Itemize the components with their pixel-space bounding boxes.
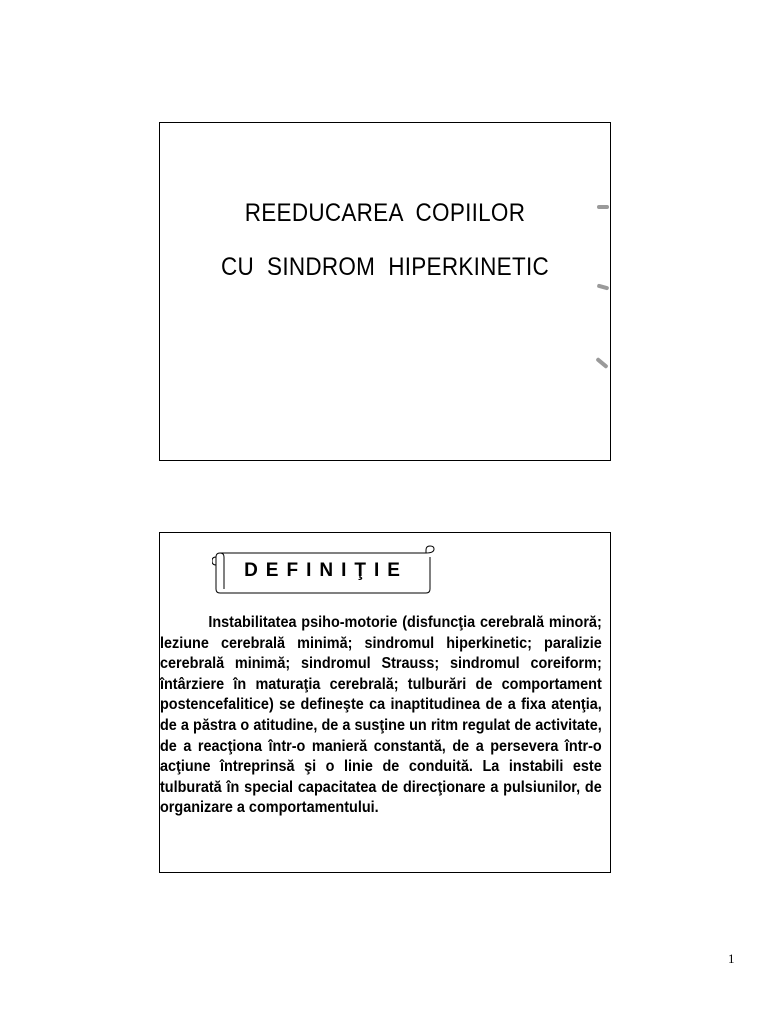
definition-paragraph: Instabilitatea psiho-motorie (disfuncţia cerebrală minoră; leziune cerebrală minimă; sindromul hiperkinetic; paralizie cerebrală minimă; sindromul Strauss; sindromul coreiform; întârziere în maturaţia cerebrală; tulburări de comportament postencefalitice) se defineşte ca inaptitudinea de a fixa atenţia, de a păstra o atitudine, de a susţine un ritm regulat de activitate, de a reacţiona într-o manieră constantă, de a persevera într-o acţiune întreprinsă şi o linie de conduită. La instabili este tulburată în special capacitatea de direcţionare a pulsiunilor, de organizare a comportamentului. — [160, 614, 602, 817]
slide-title-line-1: REEDUCAREA COPIILOR — [244, 199, 526, 227]
scroll-banner — [212, 545, 438, 595]
definition-heading: DEFINIŢIE — [244, 560, 408, 581]
slide-title — [159, 122, 611, 461]
slide-title-line-2: CU SINDROM HIPERKINETIC — [220, 253, 550, 281]
decorative-stroke — [597, 205, 609, 209]
page-number: 1 — [728, 951, 735, 966]
decorative-stroke — [597, 284, 610, 291]
decorative-stroke — [595, 357, 608, 369]
slide-definition — [159, 532, 611, 873]
